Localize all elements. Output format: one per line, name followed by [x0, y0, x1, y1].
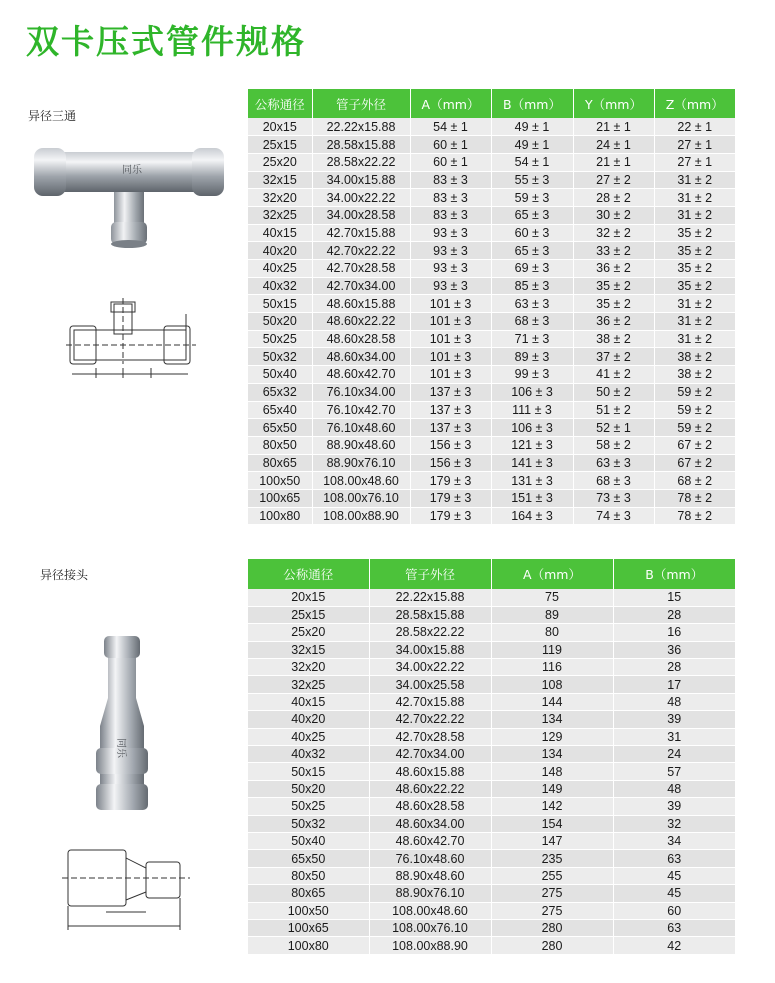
- tee-spec-table: [248, 89, 735, 525]
- table-cell: 108.00x48.60: [369, 902, 491, 919]
- table-row: [248, 711, 735, 728]
- table-cell: 48.60x22.22: [369, 780, 491, 797]
- table-cell: 34.00x22.22: [312, 189, 410, 207]
- table-cell: 34.00x15.88: [312, 171, 410, 189]
- table-cell: 48.60x22.22: [312, 313, 410, 331]
- table-cell: 42.70x28.58: [312, 260, 410, 278]
- table-row: [248, 224, 735, 242]
- table-cell: 21 ± 1: [573, 118, 654, 136]
- table-cell: 280: [491, 937, 613, 954]
- table-cell: 134: [491, 711, 613, 728]
- table-cell: 50x15: [248, 763, 369, 780]
- table-cell: 80: [491, 624, 613, 641]
- table-cell: 25x20: [248, 153, 312, 171]
- table-cell: 30 ± 2: [573, 206, 654, 224]
- table-row: [248, 676, 735, 693]
- table-row: [248, 348, 735, 366]
- table-row: [248, 330, 735, 348]
- table-cell: 101 ± 3: [410, 366, 491, 384]
- table-cell: 31 ± 2: [654, 313, 735, 331]
- table-cell: 59 ± 2: [654, 383, 735, 401]
- table-cell: 50x20: [248, 313, 312, 331]
- table-cell: 80x50: [248, 867, 369, 884]
- table-cell: 179 ± 3: [410, 507, 491, 525]
- table-cell: 60 ± 1: [410, 136, 491, 154]
- table-cell: 27 ± 1: [654, 136, 735, 154]
- table-cell: 78 ± 2: [654, 507, 735, 525]
- table-cell: 25x20: [248, 624, 369, 641]
- table-cell: 83 ± 3: [410, 189, 491, 207]
- table-cell: 78 ± 2: [654, 489, 735, 507]
- table-cell: 50x15: [248, 295, 312, 313]
- table-cell: 156 ± 3: [410, 436, 491, 454]
- table-cell: 83 ± 3: [410, 171, 491, 189]
- table-row: [248, 153, 735, 171]
- table-cell: 65x50: [248, 850, 369, 867]
- reducer-spec-table: [248, 559, 735, 955]
- table-cell: 88.90x76.10: [369, 885, 491, 902]
- col-header-nominal-size: 公称通径: [248, 559, 369, 589]
- table-cell: 89: [491, 606, 613, 623]
- table-cell: 35 ± 2: [573, 295, 654, 313]
- table-cell: 50x40: [248, 832, 369, 849]
- table-row: [248, 728, 735, 745]
- table-row: [248, 624, 735, 641]
- table-row: [248, 815, 735, 832]
- table-cell: 42.70x15.88: [312, 224, 410, 242]
- tee-section-label: 异径三通: [28, 109, 77, 123]
- table-row: [248, 242, 735, 260]
- table-cell: 21 ± 1: [573, 153, 654, 171]
- table-header-row: [248, 559, 735, 589]
- table-cell: 93 ± 3: [410, 260, 491, 278]
- table-cell: 76.10x34.00: [312, 383, 410, 401]
- table-cell: 42.70x22.22: [369, 711, 491, 728]
- table-cell: 89 ± 3: [491, 348, 573, 366]
- table-cell: 137 ± 3: [410, 401, 491, 419]
- table-cell: 20x15: [248, 118, 312, 136]
- page-title: 双卡压式管件规格: [26, 22, 306, 61]
- table-cell: 134: [491, 746, 613, 763]
- table-cell: 42.70x22.22: [312, 242, 410, 260]
- table-cell: 41 ± 2: [573, 366, 654, 384]
- table-cell: 76.10x42.70: [312, 401, 410, 419]
- table-cell: 280: [491, 919, 613, 936]
- table-cell: 34.00x22.22: [369, 659, 491, 676]
- table-row: [248, 919, 735, 936]
- table-cell: 34.00x25.58: [369, 676, 491, 693]
- table-cell: 54 ± 1: [410, 118, 491, 136]
- table-header-row: [248, 89, 735, 118]
- table-cell: 22 ± 1: [654, 118, 735, 136]
- table-cell: 88.90x76.10: [312, 454, 410, 472]
- table-cell: 40x25: [248, 728, 369, 745]
- table-row: [248, 436, 735, 454]
- table-cell: 76.10x48.60: [312, 419, 410, 437]
- table-cell: 85 ± 3: [491, 277, 573, 295]
- table-cell: 50x40: [248, 366, 312, 384]
- table-cell: 51 ± 2: [573, 401, 654, 419]
- table-cell: 156 ± 3: [410, 454, 491, 472]
- table-cell: 67 ± 2: [654, 454, 735, 472]
- table-cell: 108: [491, 676, 613, 693]
- table-cell: 59 ± 2: [654, 401, 735, 419]
- table-cell: 40x32: [248, 277, 312, 295]
- table-cell: 148: [491, 763, 613, 780]
- table-cell: 27 ± 2: [573, 171, 654, 189]
- table-cell: 144: [491, 693, 613, 710]
- table-cell: 100x65: [248, 489, 312, 507]
- table-row: [248, 606, 735, 623]
- col-header-pipe-od: 管子外径: [312, 89, 410, 118]
- table-cell: 101 ± 3: [410, 330, 491, 348]
- table-row: [248, 507, 735, 525]
- table-cell: 38 ± 2: [654, 366, 735, 384]
- table-row: [248, 277, 735, 295]
- table-cell: 147: [491, 832, 613, 849]
- table-cell: 35 ± 2: [654, 242, 735, 260]
- table-cell: 48.60x34.00: [369, 815, 491, 832]
- reducing-tee-photo: [34, 140, 224, 252]
- table-cell: 149: [491, 780, 613, 797]
- table-row: [248, 780, 735, 797]
- table-cell: 40x25: [248, 260, 312, 278]
- table-cell: 31 ± 2: [654, 206, 735, 224]
- table-cell: 88.90x48.60: [369, 867, 491, 884]
- table-cell: 83 ± 3: [410, 206, 491, 224]
- table-cell: 36 ± 2: [573, 313, 654, 331]
- table-cell: 20x15: [248, 589, 369, 606]
- table-row: [248, 206, 735, 224]
- table-cell: 35 ± 2: [654, 260, 735, 278]
- table-cell: 131 ± 3: [491, 472, 573, 490]
- table-cell: 88.90x48.60: [312, 436, 410, 454]
- table-cell: 35 ± 2: [654, 277, 735, 295]
- table-row: [248, 366, 735, 384]
- table-cell: 38 ± 2: [573, 330, 654, 348]
- table-cell: 235: [491, 850, 613, 867]
- table-cell: 48.60x28.58: [369, 798, 491, 815]
- table-cell: 34.00x28.58: [312, 206, 410, 224]
- table-cell: 99 ± 3: [491, 366, 573, 384]
- table-cell: 121 ± 3: [491, 436, 573, 454]
- table-cell: 60: [613, 902, 735, 919]
- table-cell: 50x32: [248, 815, 369, 832]
- table-cell: 275: [491, 885, 613, 902]
- table-row: [248, 693, 735, 710]
- table-cell: 40x20: [248, 711, 369, 728]
- table-row: [248, 489, 735, 507]
- table-cell: 60 ± 3: [491, 224, 573, 242]
- table-cell: 48.60x15.88: [369, 763, 491, 780]
- table-cell: 49 ± 1: [491, 118, 573, 136]
- table-cell: 63 ± 3: [491, 295, 573, 313]
- table-row: [248, 419, 735, 437]
- table-cell: 275: [491, 902, 613, 919]
- table-cell: 71 ± 3: [491, 330, 573, 348]
- table-cell: 48.60x42.70: [369, 832, 491, 849]
- table-cell: 93 ± 3: [410, 242, 491, 260]
- table-cell: 106 ± 3: [491, 419, 573, 437]
- table-cell: 36: [613, 641, 735, 658]
- table-cell: 28.58x22.22: [369, 624, 491, 641]
- table-row: [248, 885, 735, 902]
- table-cell: 73 ± 3: [573, 489, 654, 507]
- table-cell: 116: [491, 659, 613, 676]
- table-cell: 28.58x15.88: [312, 136, 410, 154]
- table-cell: 16: [613, 624, 735, 641]
- table-cell: 108.00x88.90: [312, 507, 410, 525]
- table-cell: 108.00x76.10: [312, 489, 410, 507]
- table-cell: 100x50: [248, 902, 369, 919]
- table-cell: 255: [491, 867, 613, 884]
- col-header-b: B（mm）: [491, 89, 573, 118]
- table-row: [248, 383, 735, 401]
- table-cell: 68 ± 2: [654, 472, 735, 490]
- reducer-brand-mark: 同乐: [115, 738, 126, 758]
- table-cell: 32x20: [248, 189, 312, 207]
- table-row: [248, 171, 735, 189]
- table-cell: 65x50: [248, 419, 312, 437]
- table-cell: 28 ± 2: [573, 189, 654, 207]
- table-cell: 50 ± 2: [573, 383, 654, 401]
- table-row: [248, 902, 735, 919]
- table-cell: 42: [613, 937, 735, 954]
- table-cell: 35 ± 2: [654, 224, 735, 242]
- table-cell: 108.00x88.90: [369, 937, 491, 954]
- table-cell: 42.70x34.00: [312, 277, 410, 295]
- table-cell: 22.22x15.88: [369, 589, 491, 606]
- table-cell: 63: [613, 919, 735, 936]
- table-cell: 42.70x34.00: [369, 746, 491, 763]
- table-row: [248, 937, 735, 954]
- table-cell: 32: [613, 815, 735, 832]
- table-cell: 54 ± 1: [491, 153, 573, 171]
- table-cell: 31 ± 2: [654, 295, 735, 313]
- reducing-tee-drawing: [66, 298, 206, 384]
- table-cell: 32x20: [248, 659, 369, 676]
- table-cell: 119: [491, 641, 613, 658]
- table-cell: 28: [613, 659, 735, 676]
- table-row: [248, 136, 735, 154]
- col-header-pipe-od: 管子外径: [369, 559, 491, 589]
- table-cell: 15: [613, 589, 735, 606]
- table-cell: 49 ± 1: [491, 136, 573, 154]
- table-cell: 31 ± 2: [654, 189, 735, 207]
- col-header-b: B（mm）: [613, 559, 735, 589]
- table-cell: 100x80: [248, 937, 369, 954]
- table-cell: 25x15: [248, 606, 369, 623]
- table-cell: 45: [613, 885, 735, 902]
- table-cell: 129: [491, 728, 613, 745]
- table-row: [248, 867, 735, 884]
- table-cell: 108.00x48.60: [312, 472, 410, 490]
- table-cell: 63 ± 3: [573, 454, 654, 472]
- table-cell: 179 ± 3: [410, 489, 491, 507]
- table-cell: 67 ± 2: [654, 436, 735, 454]
- table-cell: 50x25: [248, 330, 312, 348]
- table-cell: 50x32: [248, 348, 312, 366]
- tee-table-body: [248, 118, 735, 525]
- table-cell: 80x65: [248, 454, 312, 472]
- table-cell: 100x80: [248, 507, 312, 525]
- table-cell: 42.70x28.58: [369, 728, 491, 745]
- table-cell: 52 ± 1: [573, 419, 654, 437]
- table-cell: 39: [613, 798, 735, 815]
- reducer-drawing: [62, 846, 194, 932]
- table-cell: 34.00x15.88: [369, 641, 491, 658]
- col-header-a: A（mm）: [491, 559, 613, 589]
- table-cell: 32x25: [248, 206, 312, 224]
- table-cell: 28.58x22.22: [312, 153, 410, 171]
- table-cell: 48.60x15.88: [312, 295, 410, 313]
- table-cell: 68 ± 3: [573, 472, 654, 490]
- table-cell: 25x15: [248, 136, 312, 154]
- table-cell: 65x32: [248, 383, 312, 401]
- table-cell: 59 ± 2: [654, 419, 735, 437]
- table-row: [248, 295, 735, 313]
- table-cell: 59 ± 3: [491, 189, 573, 207]
- col-header-z: Z（mm）: [654, 89, 735, 118]
- table-cell: 141 ± 3: [491, 454, 573, 472]
- table-row: [248, 763, 735, 780]
- table-cell: 32x15: [248, 171, 312, 189]
- table-cell: 33 ± 2: [573, 242, 654, 260]
- table-cell: 24: [613, 746, 735, 763]
- table-cell: 179 ± 3: [410, 472, 491, 490]
- table-cell: 34: [613, 832, 735, 849]
- table-cell: 38 ± 2: [654, 348, 735, 366]
- table-cell: 164 ± 3: [491, 507, 573, 525]
- table-row: [248, 472, 735, 490]
- table-row: [248, 118, 735, 136]
- table-cell: 27 ± 1: [654, 153, 735, 171]
- table-cell: 39: [613, 711, 735, 728]
- table-cell: 111 ± 3: [491, 401, 573, 419]
- table-cell: 32x25: [248, 676, 369, 693]
- table-cell: 80x50: [248, 436, 312, 454]
- table-row: [248, 313, 735, 331]
- table-cell: 48.60x34.00: [312, 348, 410, 366]
- table-cell: 68 ± 3: [491, 313, 573, 331]
- table-cell: 22.22x15.88: [312, 118, 410, 136]
- table-cell: 32 ± 2: [573, 224, 654, 242]
- table-cell: 65x40: [248, 401, 312, 419]
- tee-brand-mark: 同乐: [122, 165, 142, 176]
- col-header-y: Y（mm）: [573, 89, 654, 118]
- table-cell: 37 ± 2: [573, 348, 654, 366]
- table-cell: 58 ± 2: [573, 436, 654, 454]
- table-cell: 36 ± 2: [573, 260, 654, 278]
- col-header-nominal-size: 公称通径: [248, 89, 312, 118]
- table-row: [248, 189, 735, 207]
- table-cell: 48: [613, 780, 735, 797]
- table-cell: 100x65: [248, 919, 369, 936]
- table-cell: 45: [613, 867, 735, 884]
- table-cell: 74 ± 3: [573, 507, 654, 525]
- table-cell: 31 ± 2: [654, 330, 735, 348]
- table-cell: 101 ± 3: [410, 295, 491, 313]
- table-row: [248, 260, 735, 278]
- table-cell: 154: [491, 815, 613, 832]
- table-cell: 17: [613, 676, 735, 693]
- table-row: [248, 641, 735, 658]
- table-row: [248, 589, 735, 606]
- table-cell: 31 ± 2: [654, 171, 735, 189]
- table-cell: 101 ± 3: [410, 348, 491, 366]
- table-cell: 48.60x28.58: [312, 330, 410, 348]
- table-cell: 35 ± 2: [573, 277, 654, 295]
- table-cell: 100x50: [248, 472, 312, 490]
- table-cell: 151 ± 3: [491, 489, 573, 507]
- table-cell: 40x20: [248, 242, 312, 260]
- table-cell: 32x15: [248, 641, 369, 658]
- table-cell: 65 ± 3: [491, 242, 573, 260]
- table-row: [248, 659, 735, 676]
- table-cell: 63: [613, 850, 735, 867]
- table-cell: 65 ± 3: [491, 206, 573, 224]
- table-cell: 75: [491, 589, 613, 606]
- table-cell: 40x15: [248, 693, 369, 710]
- reducer-photo: [96, 636, 148, 812]
- table-cell: 137 ± 3: [410, 419, 491, 437]
- table-cell: 76.10x48.60: [369, 850, 491, 867]
- table-row: [248, 401, 735, 419]
- col-header-a: A（mm）: [410, 89, 491, 118]
- table-cell: 101 ± 3: [410, 313, 491, 331]
- table-cell: 40x15: [248, 224, 312, 242]
- table-row: [248, 850, 735, 867]
- table-cell: 93 ± 3: [410, 277, 491, 295]
- table-cell: 60 ± 1: [410, 153, 491, 171]
- table-cell: 24 ± 1: [573, 136, 654, 154]
- table-row: [248, 832, 735, 849]
- table-cell: 55 ± 3: [491, 171, 573, 189]
- table-cell: 57: [613, 763, 735, 780]
- table-cell: 50x20: [248, 780, 369, 797]
- table-cell: 48.60x42.70: [312, 366, 410, 384]
- table-cell: 48: [613, 693, 735, 710]
- table-cell: 80x65: [248, 885, 369, 902]
- table-cell: 28: [613, 606, 735, 623]
- table-cell: 69 ± 3: [491, 260, 573, 278]
- table-row: [248, 746, 735, 763]
- table-cell: 31: [613, 728, 735, 745]
- table-cell: 142: [491, 798, 613, 815]
- reducer-table-body: [248, 589, 735, 954]
- table-cell: 93 ± 3: [410, 224, 491, 242]
- table-cell: 106 ± 3: [491, 383, 573, 401]
- table-cell: 40x32: [248, 746, 369, 763]
- table-cell: 42.70x15.88: [369, 693, 491, 710]
- table-cell: 50x25: [248, 798, 369, 815]
- table-cell: 137 ± 3: [410, 383, 491, 401]
- table-row: [248, 798, 735, 815]
- table-cell: 28.58x15.88: [369, 606, 491, 623]
- table-row: [248, 454, 735, 472]
- table-cell: 108.00x76.10: [369, 919, 491, 936]
- reducer-section-label: 异径接头: [40, 568, 89, 582]
